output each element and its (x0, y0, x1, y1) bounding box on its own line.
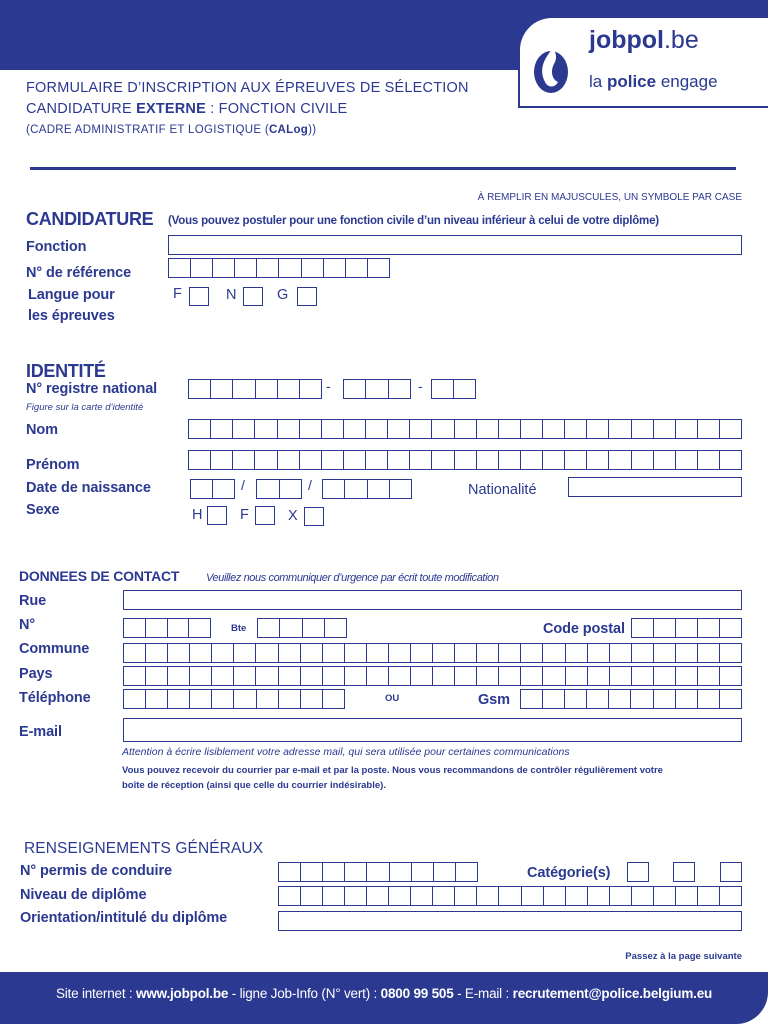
label-telephone: Téléphone (19, 690, 91, 706)
label-code-postal: Code postal (543, 621, 625, 637)
naissance-slash-2: / (308, 477, 312, 493)
reference-cells[interactable] (168, 258, 390, 278)
courrier-note-1: Vous pouvez recevoir du courrier par e-mail et par la poste. Nous vous recommandons de contrôler régulièrement votre (122, 765, 663, 776)
naissance-day-cells[interactable] (190, 479, 235, 499)
registre-cells-3[interactable] (431, 379, 476, 399)
registre-dash-1: - (326, 378, 331, 394)
section-title-contact: DONNEES DE CONTACT (19, 568, 180, 584)
orientation-input[interactable] (278, 911, 742, 931)
label-orientation: Orientation/intitulé du diplôme (20, 910, 228, 926)
candidature-note: (Vous pouvez postuler pour une fonction civile d’un niveau inférieur à celui de votre diplôme) (168, 215, 659, 227)
label-nationalite: Nationalité (468, 482, 537, 498)
footer-email-link[interactable]: recrutement@police.belgium.eu (512, 986, 713, 1001)
footer-phone: 0800 99 505 (380, 986, 454, 1001)
rue-input[interactable] (123, 590, 742, 610)
code-postal-cells[interactable] (631, 618, 742, 638)
fonction-input[interactable] (168, 235, 742, 255)
lang-n-checkbox[interactable] (243, 287, 263, 306)
registre-note: Figure sur la carte d’identité (26, 402, 144, 413)
lang-g-label: G (277, 287, 289, 303)
pays-cells[interactable] (123, 666, 742, 686)
sexe-f-label: F (240, 507, 249, 523)
form-title-line2: CANDIDATURE EXTERNE : FONCTION CIVILE (26, 101, 348, 117)
categorie-box-3[interactable] (720, 862, 742, 882)
lang-n-label: N (226, 287, 237, 303)
sexe-h-label: H (192, 507, 203, 523)
numero-cells[interactable] (123, 618, 211, 638)
sexe-x-label: X (288, 508, 298, 524)
registre-cells-2[interactable] (343, 379, 411, 399)
form-title-line1: FORMULAIRE D’INSCRIPTION AUX ÉPREUVES DE SÉLECTION (26, 80, 469, 96)
courrier-note-2: boîte de réception (ainsi que celle du courrier indésirable). (122, 780, 386, 791)
nom-cells[interactable] (188, 419, 742, 439)
label-sexe: Sexe (26, 502, 60, 518)
categorie-box-1[interactable] (627, 862, 649, 882)
email-note: Attention à écrire lisiblement votre adresse mail, qui sera utilisée pour certaines communications (122, 746, 570, 758)
registre-dash-2: - (418, 378, 423, 394)
prenom-cells[interactable] (188, 450, 742, 470)
fill-instruction: À REMPLIR EN MAJUSCULES, UN SYMBOLE PAR CASE (477, 192, 742, 203)
label-rue: Rue (19, 593, 47, 609)
label-bte: Bte (231, 623, 247, 634)
email-input[interactable] (123, 718, 742, 742)
label-langue-1: Langue pour (28, 287, 115, 303)
naissance-month-cells[interactable] (256, 479, 302, 499)
label-nom: Nom (26, 422, 58, 438)
categorie-box-2[interactable] (673, 862, 695, 882)
form-title-line3: (CADRE ADMINISTRATIF ET LOGISTIQUE (CALog)) (26, 124, 317, 136)
lang-f-checkbox[interactable] (189, 287, 209, 306)
section-title-identite: IDENTITÉ (26, 361, 106, 381)
label-reference: N° de référence (26, 265, 132, 281)
telephone-cells[interactable] (123, 689, 345, 709)
label-fonction: Fonction (26, 239, 87, 255)
commune-cells[interactable] (123, 643, 742, 663)
label-pays: Pays (19, 666, 53, 682)
section-title-candidature: CANDIDATURE (26, 209, 154, 229)
sexe-x-checkbox[interactable] (304, 507, 324, 526)
label-niveau: Niveau de diplôme (20, 887, 147, 903)
label-prenom: Prénom (26, 457, 80, 473)
niveau-cells[interactable] (278, 886, 742, 906)
logo-tagline: la police engage (589, 72, 718, 91)
label-registre: N° registre national (26, 381, 158, 397)
footer-contact: Site internet : www.jobpol.be - ligne Job-Info (N° vert) : 0800 99 505 - E-mail : recrutement@police.belgium.eu (55, 986, 713, 1001)
sexe-f-checkbox[interactable] (255, 506, 275, 525)
label-gsm: Gsm (478, 692, 510, 708)
label-naissance: Date de naissance (26, 480, 151, 496)
label-commune: Commune (19, 641, 90, 657)
footer-site-link[interactable]: www.jobpol.be (136, 986, 229, 1001)
permis-cells[interactable] (278, 862, 478, 882)
sexe-h-checkbox[interactable] (207, 506, 227, 525)
label-numero: N° (19, 617, 36, 633)
registre-cells-1[interactable] (188, 379, 322, 399)
next-page-note: Passez à la page suivante (625, 951, 742, 962)
police-flame-icon (533, 40, 569, 94)
contact-note: Veuillez nous communiquer d’urgence par écrit toute modification (206, 572, 499, 584)
gsm-cells[interactable] (520, 689, 742, 709)
label-email: E-mail (19, 724, 62, 740)
bte-cells[interactable] (257, 618, 347, 638)
divider (30, 167, 736, 170)
lang-f-label: F (173, 286, 182, 302)
label-langue-2: les épreuves (28, 308, 115, 324)
lang-g-checkbox[interactable] (297, 287, 317, 306)
label-ou: OU (385, 693, 400, 704)
nationalite-input[interactable] (568, 477, 742, 497)
label-permis: N° permis de conduire (20, 863, 172, 879)
naissance-year-cells[interactable] (322, 479, 412, 499)
label-categorie: Catégorie(s) (527, 865, 611, 881)
section-title-general: RENSEIGNEMENTS GÉNÉRAUX (24, 840, 264, 857)
logo-jobpol: jobpol.be (589, 26, 699, 54)
naissance-slash-1: / (241, 477, 245, 493)
